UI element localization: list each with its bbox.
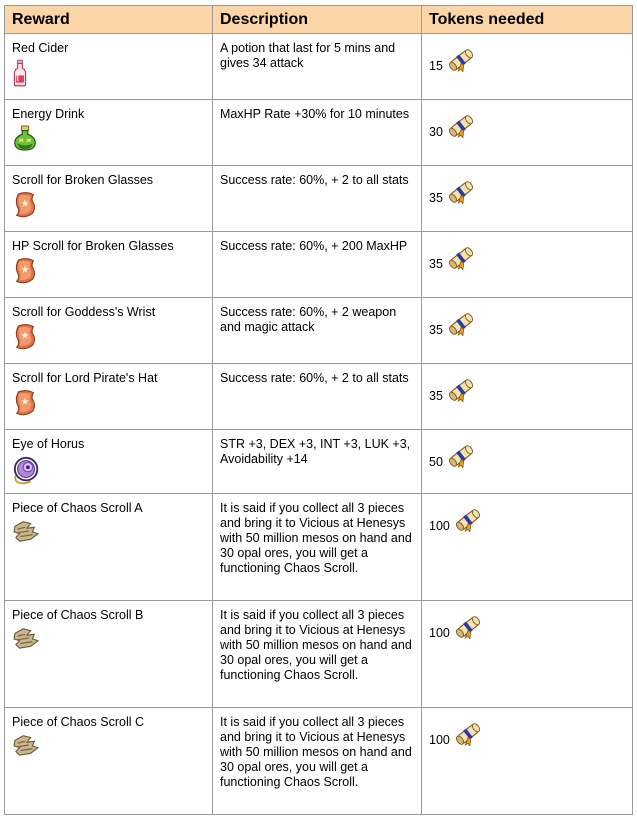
reward-name: Eye of Horus (12, 437, 85, 451)
chaos-scroll-piece-icon (12, 733, 40, 757)
description-cell: It is said if you collect all 3 pieces and bring it to Vicious at Henesys with 50 million mesos on hand and 30 opal ores, you will get a functioning Chaos Scroll. (213, 494, 422, 601)
tokens-cell (422, 708, 633, 815)
tokens-value: 15 (429, 59, 443, 73)
description-cell: Success rate: 60%, + 200 MaxHP (213, 232, 422, 298)
tokens-value: 100 (429, 519, 450, 533)
reward-cell (5, 601, 213, 708)
scroll-icon (12, 191, 38, 219)
header-row (5, 6, 633, 34)
table-row (5, 494, 633, 601)
scroll-icon (12, 323, 38, 351)
tokens-value: 30 (429, 125, 443, 139)
header-description: Description (213, 6, 422, 34)
description-cell: It is said if you collect all 3 pieces and bring it to Vicious at Henesys with 50 million mesos on hand and 30 opal ores, you will get a functioning Chaos Scroll. (213, 601, 422, 708)
description-cell: A potion that last for 5 mins and gives 34 attack (213, 34, 422, 100)
reward-name: Scroll for Broken Glasses (12, 173, 154, 187)
description-cell: STR +3, DEX +3, INT +3, LUK +3, Avoidability +14 (213, 430, 422, 494)
tokens-cell (422, 494, 633, 601)
chaos-scroll-piece-icon (12, 626, 40, 650)
description-cell: MaxHP Rate +30% for 10 minutes (213, 100, 422, 166)
tokens-cell (422, 364, 633, 430)
tokens-cell (422, 100, 633, 166)
reward-cell (5, 430, 213, 494)
tokens-cell (422, 298, 633, 364)
scroll-icon (12, 257, 38, 285)
description-cell: Success rate: 60%, + 2 to all stats (213, 364, 422, 430)
reward-cell (5, 494, 213, 601)
scroll-token-icon (447, 114, 475, 138)
table-row (5, 298, 633, 364)
red-cider-icon (12, 59, 28, 87)
rewards-table (4, 5, 633, 815)
tokens-value: 35 (429, 389, 443, 403)
tokens-value: 35 (429, 257, 443, 271)
scroll-token-icon (447, 444, 475, 468)
reward-cell (5, 708, 213, 815)
scroll-token-icon (447, 246, 475, 270)
tokens-value: 35 (429, 191, 443, 205)
table-row (5, 364, 633, 430)
reward-name: Energy Drink (12, 107, 85, 121)
scroll-token-icon (454, 615, 482, 639)
tokens-value: 100 (429, 733, 450, 747)
scroll-token-icon (447, 312, 475, 336)
header-tokens-needed: Tokens needed (422, 6, 633, 34)
tokens-cell (422, 166, 633, 232)
table-row (5, 708, 633, 815)
table-row (5, 100, 633, 166)
tokens-value: 35 (429, 323, 443, 337)
reward-name: Red Cider (12, 41, 69, 55)
tokens-value: 100 (429, 626, 450, 640)
reward-cell (5, 34, 213, 100)
reward-cell (5, 100, 213, 166)
tokens-cell (422, 232, 633, 298)
header-reward: Reward (5, 6, 213, 34)
table-row (5, 232, 633, 298)
eye-of-horus-icon (12, 455, 42, 485)
scroll-token-icon (447, 378, 475, 402)
chaos-scroll-piece-icon (12, 519, 40, 543)
reward-cell (5, 364, 213, 430)
energy-drink-icon (12, 125, 38, 151)
reward-cell (5, 232, 213, 298)
reward-name: Scroll for Goddess's Wrist (12, 305, 156, 319)
scroll-icon (12, 389, 38, 417)
table-row (5, 601, 633, 708)
description-cell: Success rate: 60%, + 2 to all stats (213, 166, 422, 232)
tokens-cell (422, 601, 633, 708)
scroll-token-icon (447, 180, 475, 204)
description-cell: It is said if you collect all 3 pieces and bring it to Vicious at Henesys with 50 million mesos on hand and 30 opal ores, you will get a functioning Chaos Scroll. (213, 708, 422, 815)
tokens-cell (422, 430, 633, 494)
reward-name: Piece of Chaos Scroll A (12, 501, 143, 515)
reward-name: Piece of Chaos Scroll C (12, 715, 145, 729)
reward-name: Piece of Chaos Scroll B (12, 608, 144, 622)
tokens-cell (422, 34, 633, 100)
reward-cell (5, 166, 213, 232)
table-row (5, 166, 633, 232)
scroll-token-icon (454, 508, 482, 532)
tokens-value: 50 (429, 455, 443, 469)
table-row (5, 430, 633, 494)
description-cell: Success rate: 60%, + 2 weapon and magic attack (213, 298, 422, 364)
reward-name: HP Scroll for Broken Glasses (12, 239, 174, 253)
reward-cell (5, 298, 213, 364)
table-row (5, 34, 633, 100)
scroll-token-icon (447, 48, 475, 72)
reward-name: Scroll for Lord Pirate's Hat (12, 371, 158, 385)
scroll-token-icon (454, 722, 482, 746)
